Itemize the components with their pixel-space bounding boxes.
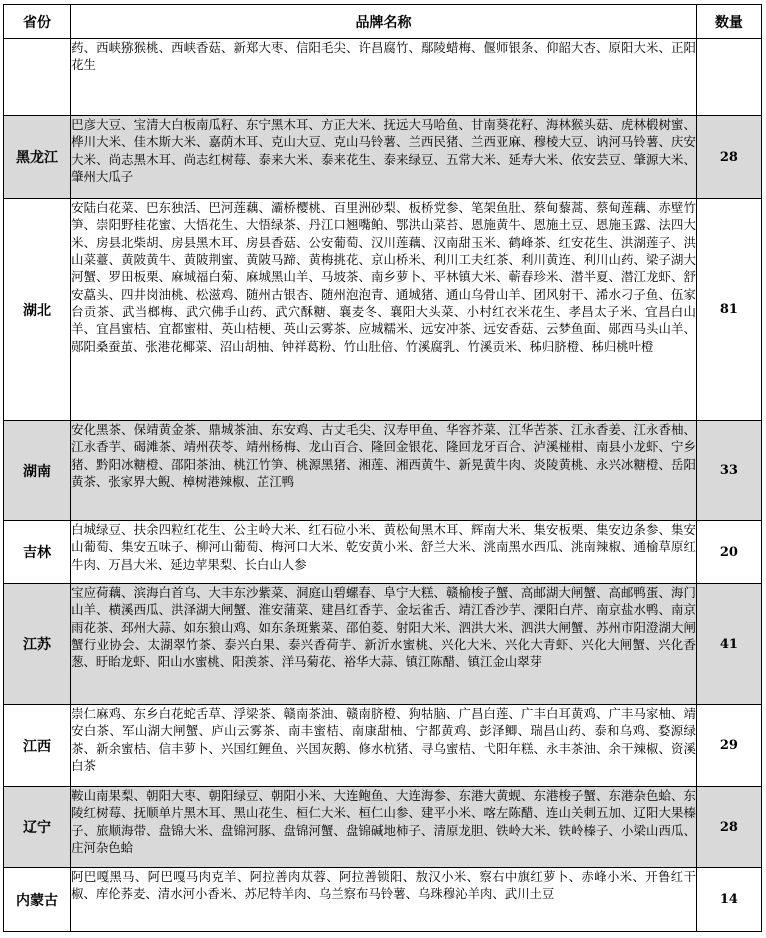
table-row bbox=[4, 521, 762, 584]
province-cell: 辽宁 bbox=[4, 787, 71, 868]
brands-cell: 白城绿豆、扶余四粒红花生、公主岭大米、红石砬小米、黄松甸黑木耳、辉南大米、集安板栗、集安边条参、集安山葡萄、集安五味子、柳河山葡萄、梅河口大米、乾安黄小米、舒兰大米、洮南黑水西瓜、洮南辣椒、通榆草原红牛肉、万昌大米、延边苹果梨、长白山人参 bbox=[71, 521, 697, 584]
table-row bbox=[4, 116, 762, 199]
brands-cell: 巴彦大豆、宝清大白板南瓜籽、东宁黑木耳、方正大米、抚远大马哈鱼、甘南葵花籽、海林猴头菇、虎林椴树蜜、桦川大米、佳木斯大米、嘉荫木耳、克山大豆、克山马铃薯、兰西民猪、兰西亚麻、穆棱大豆、讷河马铃薯、庆安大米、尚志黑木耳、尚志红树莓、泰来大米、泰来花生、泰来绿豆、五常大米、延寿大米、依安芸豆、肇源大米、肇州大瓜子 bbox=[71, 116, 697, 199]
count-cell bbox=[696, 39, 761, 116]
table-row bbox=[4, 584, 762, 705]
table-row bbox=[4, 787, 762, 868]
brand-table bbox=[3, 4, 762, 932]
table-header-row bbox=[4, 5, 762, 39]
province-cell: 黑龙江 bbox=[4, 116, 71, 199]
count-cell: 81 bbox=[696, 199, 761, 421]
brands-cell: 安化黑茶、保靖黄金茶、鼎城茶油、东安鸡、古丈毛尖、汉寿甲鱼、华容芥菜、江华苦茶、江永香姜、江永香柚、江永香芋、碣滩茶、靖州茯苓、靖州杨梅、龙山百合、隆回金银花、隆回龙牙百合、泸溪椪柑、南县小龙虾、宁乡猪、黔阳冰糖橙、邵阳茶油、桃江竹笋、桃源黑猪、湘莲、湘西黄牛、新晃黄牛肉、炎陵黄桃、永兴冰糖橙、岳阳黄茶、张家界大鲵、樟树港辣椒、芷江鸭 bbox=[71, 421, 697, 521]
province-cell: 吉林 bbox=[4, 521, 71, 584]
header-count: 数量 bbox=[696, 5, 761, 39]
province-cell: 湖北 bbox=[4, 199, 71, 421]
count-cell: 20 bbox=[696, 521, 761, 584]
count-cell: 29 bbox=[696, 705, 761, 787]
brands-cell: 安陆白花菜、巴东独活、巴河莲藕、灞桥樱桃、百里洲砂梨、板桥党参、笔架鱼肚、蔡甸藜蒿、蔡甸莲藕、赤壁竹笋、崇阳野桂花蜜、大悟花生、大悟绿茶、丹江口翘嘴鲌、鄂洪山菜苔、恩施黄牛、恩施土豆、恩施玉露、法四大米、房县北柴胡、房县黑木耳、房县香菇、公安葡萄、汉川莲藕、汉南甜玉米、鹤峰茶、红安花生、洪湖莲子、洪山菜薹、黄陂黄牛、黄陂荆蜜、黄陂马蹄、黄梅挑花、京山桥米、利川工夫红茶、利川黄连、利川山药、梁子湖大河蟹、罗田板栗、麻城福白菊、麻城黑山羊、马坡茶、南乡萝卜、平林镇大米、蕲春珍米、潜半夏、潜江龙虾、舒安藠头、四井岗油桃、松滋鸡、随州古银杏、随州泡泡青、通城猪、通山乌骨山羊、团风射干、浠水刁子鱼、伍家台贡茶、武当榔梅、武穴佛手山药、武穴酥糖、襄麦冬、襄阳大头菜、小村红衣米花生、孝昌太子米、宜昌白山羊、宜昌蜜桔、宜都蜜柑、英山桔梗、英山云雾茶、应城糯米、远安冲茶、远安香菇、云梦鱼面、郧西马头山羊、郧阳桑蚕茧、张港花椰菜、沼山胡柚、钟祥葛粉、竹山肚倍、竹溪腐乳、竹溪贡米、秭归脐橙、秭归桃叶橙 bbox=[71, 199, 697, 421]
count-cell: 28 bbox=[696, 787, 761, 868]
table-row bbox=[4, 199, 762, 421]
count-cell: 33 bbox=[696, 421, 761, 521]
province-cell bbox=[4, 39, 71, 116]
brands-cell: 宝应荷藕、滨海白首乌、大丰东沙紫菜、洞庭山碧螺春、阜宁大糕、赣榆梭子蟹、高邮湖大闸蟹、高邮鸭蛋、海门山羊、横溪西瓜、洪泽湖大闸蟹、淮安蒲菜、建昌红香芋、金坛雀舌、靖江香沙芋、溧阳白芹、南京盐水鸭、南京雨花茶、邳州大蒜、如东狼山鸡、如东条斑紫菜、邵伯菱、射阳大米、泗洪大米、泗洪大闸蟹、苏州市阳澄湖大闸蟹行业协会、太湖翠竹茶、泰兴白果、泰兴香荷芋、新沂水蜜桃、兴化大米、兴化大青虾、兴化大闸蟹、兴化香葱、盱眙龙虾、阳山水蜜桃、阳羡茶、洋马菊花、裕华大蒜、镇江陈醋、镇江金山翠芽 bbox=[71, 584, 697, 705]
province-cell: 内蒙古 bbox=[4, 868, 71, 932]
table-row bbox=[4, 868, 762, 932]
province-cell: 江西 bbox=[4, 705, 71, 787]
table-row bbox=[4, 705, 762, 787]
count-cell: 28 bbox=[696, 116, 761, 199]
table-row bbox=[4, 421, 762, 521]
header-brands: 品牌名称 bbox=[71, 5, 697, 39]
count-cell: 14 bbox=[696, 868, 761, 932]
brands-cell: 崇仁麻鸡、东乡白花蛇舌草、浮梁茶、赣南茶油、赣南脐橙、狗牯脑、广昌白莲、广丰白耳黄鸡、广丰马家柚、靖安白茶、军山湖大闸蟹、庐山云雾茶、南丰蜜桔、南康甜柚、宁都黄鸡、彭泽鲫、瑞昌山药、泰和乌鸡、婺源绿茶、新余蜜桔、信丰萝卜、兴国红鲤鱼、兴国灰鹅、修水杭猪、寻乌蜜桔、弋阳年糕、永丰茶油、余干辣椒、资溪白茶 bbox=[71, 705, 697, 787]
table-row bbox=[4, 39, 762, 116]
brands-cell: 药、西峡猕猴桃、西峡香菇、新郑大枣、信阳毛尖、许昌腐竹、鄢陵蜡梅、偃师银条、仰韶大杏、原阳大米、正阳花生 bbox=[71, 39, 697, 116]
brands-cell: 鞍山南果梨、朝阳大枣、朝阳绿豆、朝阳小米、大连鲍鱼、大连海参、东港大黄蚬、东港梭子蟹、东港杂色蛤、东陵红树莓、抚顺单片黑木耳、黑山花生、桓仁大米、桓仁山参、建平小米、喀左陈醋、连山关刺五加、辽阳大果榛子、旅顺海带、盘锦大米、盘锦河豚、盘锦河蟹、盘锦碱地柿子、清原龙胆、铁岭大米、铁岭榛子、小梁山西瓜、庄河杂色蛤 bbox=[71, 787, 697, 868]
count-cell: 41 bbox=[696, 584, 761, 705]
province-cell: 湖南 bbox=[4, 421, 71, 521]
header-province: 省份 bbox=[4, 5, 71, 39]
brands-cell: 阿巴嘎黑马、阿巴嘎马肉克羊、阿拉善肉苁蓉、阿拉善锁阳、敖汉小米、察右中旗红萝卜、赤峰小米、开鲁红干椒、库伦荞麦、清水河小香米、苏尼特羊肉、乌兰察布马铃薯、乌珠穆沁羊肉、武川土豆 bbox=[71, 868, 697, 932]
province-cell: 江苏 bbox=[4, 584, 71, 705]
